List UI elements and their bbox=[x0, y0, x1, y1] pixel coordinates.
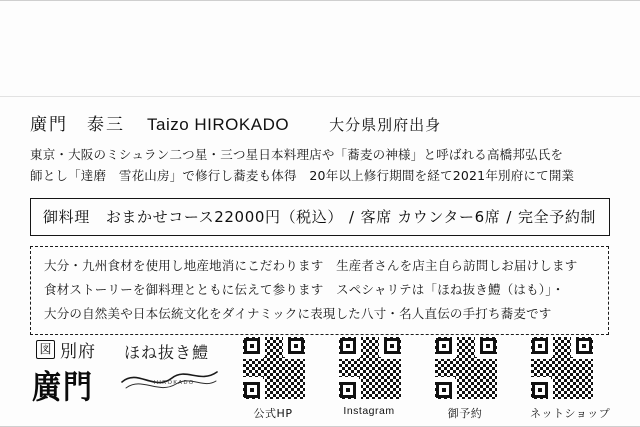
logo-name-text: 廣門 bbox=[32, 367, 95, 406]
qr-code-icon[interactable] bbox=[242, 336, 306, 400]
chef-origin: 大分県別府出身 bbox=[329, 116, 442, 134]
course-info-box bbox=[30, 198, 610, 236]
details-line-3: 大分の自然美や日本伝統文化をダイナミックに表現した八寸・名人直伝の手打ち蕎麦です bbox=[44, 306, 552, 322]
chef-name-jp: 廣門 泰三 bbox=[30, 115, 125, 135]
footer-row bbox=[26, 336, 616, 421]
qr-label: Instagram bbox=[343, 405, 395, 417]
chef-name-en: Taizo HIROKADO bbox=[147, 115, 290, 134]
qr-item[interactable] bbox=[434, 336, 496, 421]
course-seats: 客席 カウンター6席 bbox=[360, 208, 501, 227]
qr-code-icon[interactable] bbox=[434, 336, 498, 400]
qr-label: ネットショップ bbox=[530, 407, 611, 420]
course-price: おまかせコース22000円（税込） bbox=[105, 208, 343, 227]
specialty-logo bbox=[120, 336, 224, 410]
logo-location-text: 別府 bbox=[60, 342, 96, 362]
course-separator-2: / bbox=[506, 208, 513, 227]
logo-seal-icon: 図 bbox=[36, 340, 55, 359]
course-reservation-policy: 完全予約制 bbox=[518, 208, 597, 227]
profile-line-1: 東京・大阪のミシュラン二つ星・三つ星日本料理店や「蕎麦の神様」と呼ばれる高橋邦弘氏を bbox=[30, 147, 564, 162]
qr-code-icon[interactable] bbox=[338, 336, 402, 400]
qr-item[interactable] bbox=[338, 336, 400, 421]
qr-item[interactable] bbox=[242, 336, 304, 421]
qr-item[interactable] bbox=[530, 336, 611, 421]
course-separator-1: / bbox=[348, 208, 355, 227]
course-label: 御料理 bbox=[43, 208, 90, 227]
profile-paragraph bbox=[30, 145, 605, 186]
top-edge-rule bbox=[0, 0, 640, 1]
details-line-2: 食材ストーリーを御料理とともに伝えて参ります スペシャリテは「ほね抜き鱧（はも）」・ bbox=[44, 282, 565, 298]
specialty-brush-text: ほね抜き鱧 bbox=[124, 343, 210, 362]
inner-top-rule bbox=[0, 96, 640, 97]
qr-code-group bbox=[242, 336, 611, 421]
specialty-subtext: HIROKADO bbox=[154, 380, 195, 386]
qr-code-icon[interactable] bbox=[530, 336, 594, 400]
qr-label: 御予約 bbox=[447, 407, 483, 420]
restaurant-logo bbox=[26, 336, 112, 410]
qr-label: 公式HP bbox=[253, 407, 293, 420]
profile-line-2: 師とし「達磨 雪花山房」で修行し蕎麦も体得 20年以上修行期間を経て2021年別府にて開業 bbox=[30, 167, 575, 183]
card-content bbox=[30, 110, 610, 335]
details-box bbox=[30, 246, 609, 335]
details-line-1: 大分・九州食材を使用し地産地消にこだわります 生産者さんを店主自ら訪問しお届けします bbox=[44, 258, 578, 274]
chef-name-row bbox=[30, 110, 610, 135]
brush-swash-icon bbox=[120, 362, 220, 396]
course-info-line bbox=[43, 206, 599, 227]
